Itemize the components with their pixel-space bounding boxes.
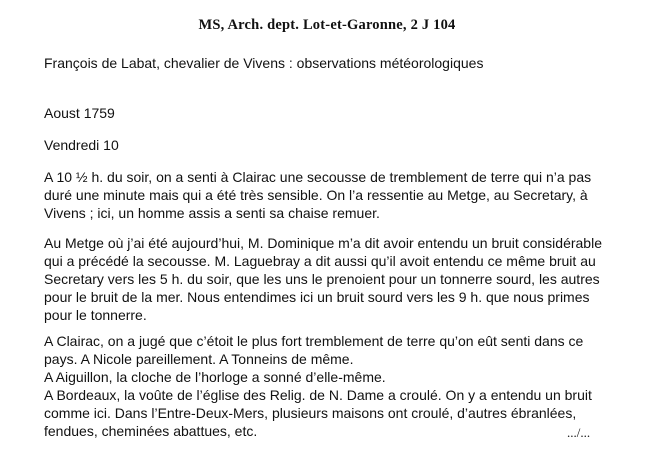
continuation-marker: .../... bbox=[567, 425, 591, 440]
paragraph-line: duré une minute mais qui a été très sensible. On l’a ressentie au Metge, au Secretary, à bbox=[44, 187, 588, 203]
paragraph-line: A 10 ½ h. du soir, on a senti à Clairac une secousse de tremblement de terre qui n’a pas bbox=[44, 169, 592, 185]
paragraph-regional-effects bbox=[44, 332, 634, 440]
paragraph-metge-noise bbox=[44, 234, 634, 324]
paragraph-line: Vivens ; ici, un homme assis a senti sa chaise remuer. bbox=[44, 205, 380, 221]
paragraph-earthquake-clairac bbox=[44, 168, 634, 222]
document-title: François de Labat, chevalier de Vivens : observations météorologiques bbox=[44, 55, 484, 71]
date-month-year: Aoust 1759 bbox=[44, 105, 115, 121]
paragraph-line: Secretary vers les 5 h. du soir, que les uns le prenoient pour un tonnerre sourd, les autres bbox=[44, 271, 600, 287]
paragraph-line: Au Metge où j’ai été aujourd’hui, M. Dominique m’a dit avoir entendu un bruit considérable bbox=[44, 235, 602, 251]
archive-reference: MS, Arch. dept. Lot-et-Garonne, 2 J 104 bbox=[198, 17, 456, 33]
paragraph-line: pour le tonnerre. bbox=[44, 307, 147, 323]
paragraph-line: fendues, cheminées abattues, etc. bbox=[44, 423, 258, 439]
paragraph-line: qui a précédé la secousse. M. Laguebray a dit aussi qu’il avoit entendu ce même bruit au bbox=[44, 253, 596, 269]
paragraph-line: pour le bruit de la mer. Nous entendimes ici un bruit sourd vers les 9 h. que nous primes bbox=[44, 289, 590, 305]
paragraph-line: A Bordeaux, la voûte de l’église des Relig. de N. Dame a croulé. On y a entendu un bruit bbox=[44, 387, 592, 403]
paragraph-line: pays. A Nicole pareillement. A Tonneins de même. bbox=[44, 351, 354, 367]
paragraph-line: A Aiguillon, la cloche de l’horloge a sonné d’elle-même. bbox=[44, 369, 386, 385]
paragraph-line: A Clairac, on a jugé que c’étoit le plus fort tremblement de terre qu’on eût senti dans ce bbox=[44, 333, 584, 349]
date-day: Vendredi 10 bbox=[44, 137, 119, 153]
paragraph-line: comme ici. Dans l’Entre-Deux-Mers, plusieurs maisons ont croulé, d’autres ébranlées, bbox=[44, 405, 577, 421]
